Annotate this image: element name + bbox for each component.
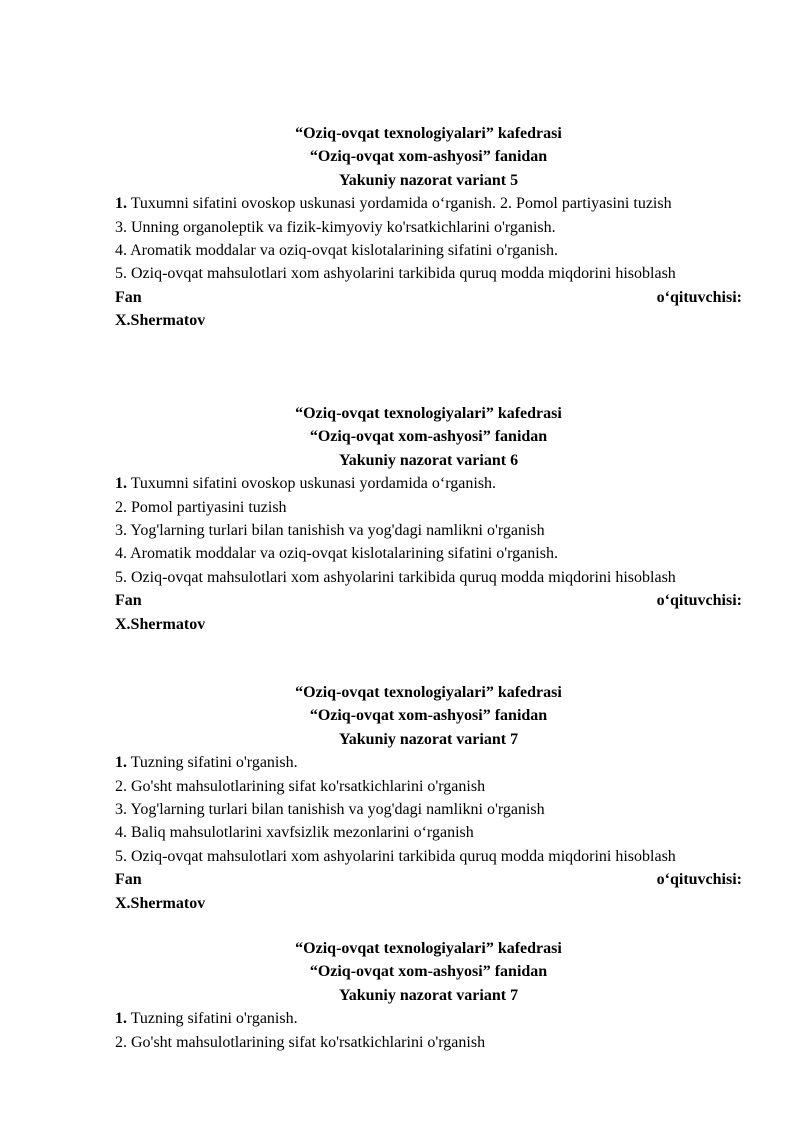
subject-heading: “Oziq-ovqat xom-ashyosi” fanidan bbox=[309, 148, 548, 166]
department-heading: “Oziq-ovqat texnologiyalari” kafedrasi bbox=[295, 684, 562, 701]
question-item: 5. Oziq-ovqat mahsulotlari xom ashyolarini tarkibida quruq modda miqdorini hisoblash bbox=[115, 265, 676, 283]
department-heading: “Oziq-ovqat texnologiyalari” kafedrasi bbox=[295, 405, 562, 422]
question-item: 5. Oziq-ovqat mahsulotlari xom ashyolarini tarkibida quruq modda miqdorini hisoblash bbox=[115, 568, 676, 586]
teacher-label: o‘qituvchisi: bbox=[656, 288, 742, 306]
teacher-label-row bbox=[115, 589, 742, 612]
teacher-name: X.Shermatov bbox=[115, 894, 206, 912]
subject-heading: “Oziq-ovqat xom-ashyosi” fanidan bbox=[309, 707, 548, 725]
teacher-name: X.Shermatov bbox=[115, 312, 206, 330]
subject-heading: “Oziq-ovqat xom-ashyosi” fanidan bbox=[309, 428, 548, 446]
department-heading: “Oziq-ovqat texnologiyalari” kafedrasi bbox=[295, 940, 562, 957]
question-item: 5. Oziq-ovqat mahsulotlari xom ashyolarini tarkibida quruq modda miqdorini hisoblash bbox=[115, 847, 676, 865]
department-heading: “Oziq-ovqat texnologiyalari” kafedrasi bbox=[295, 125, 562, 142]
variant-section bbox=[115, 122, 742, 333]
question-item: 2. Pomol partiyasini tuzish bbox=[115, 498, 287, 516]
question-item: 4. Aromatik moddalar va oziq-ovqat kislotalarining sifatini o'rganish. bbox=[115, 241, 558, 259]
teacher-label-row bbox=[115, 868, 742, 891]
question-item bbox=[115, 472, 742, 495]
question-item: 2. Go'sht mahsulotlarining sifat ko'rsatkichlarini o'rganish bbox=[115, 1033, 486, 1051]
subject-heading: “Oziq-ovqat xom-ashyosi” fanidan bbox=[309, 963, 548, 981]
variant-title: Yakuniy nazorat variant 7 bbox=[338, 730, 519, 748]
fan-label: Fan bbox=[115, 592, 142, 610]
question-item bbox=[115, 192, 742, 215]
question-item bbox=[115, 1007, 742, 1030]
question-item: 3. Unning organoleptik va fizik-kimyoviy ko'rsatkichlarini o'rganish. bbox=[115, 218, 556, 236]
question-text: Tuxumni sifatini ovoskop uskunasi yordamida o‘rganish. 2. Pomol partiyasini tuzish bbox=[127, 195, 672, 213]
variant-title: Yakuniy nazorat variant 6 bbox=[338, 451, 519, 469]
question-number: 1. bbox=[115, 754, 127, 772]
variant-title: Yakuniy nazorat variant 7 bbox=[338, 986, 519, 1004]
fan-label: Fan bbox=[115, 288, 142, 306]
variant-section bbox=[115, 681, 742, 915]
question-item bbox=[115, 751, 742, 774]
variant-section bbox=[115, 402, 742, 636]
question-item: 2. Go'sht mahsulotlarining sifat ko'rsatkichlarini o'rganish bbox=[115, 777, 486, 795]
question-item: 3. Yog'larning turlari bilan tanishish va yog'dagi namlikni o'rganish bbox=[115, 800, 545, 818]
teacher-name: X.Shermatov bbox=[115, 615, 206, 633]
fan-label: Fan bbox=[115, 871, 142, 889]
question-item: 4. Aromatik moddalar va oziq-ovqat kislotalarining sifatini o'rganish. bbox=[115, 545, 558, 563]
question-item: 4. Baliq mahsulotlarini xavfsizlik mezonlarini o‘rganish bbox=[115, 824, 474, 842]
teacher-label: o‘qituvchisi: bbox=[656, 871, 742, 889]
question-number: 1. bbox=[115, 475, 127, 493]
question-item: 3. Yog'larning turlari bilan tanishish va yog'dagi namlikni o'rganish bbox=[115, 521, 545, 539]
variant-section bbox=[115, 937, 742, 1054]
question-text: Tuzning sifatini o'rganish. bbox=[127, 1010, 298, 1028]
teacher-label-row bbox=[115, 286, 742, 309]
variant-title: Yakuniy nazorat variant 5 bbox=[338, 171, 519, 189]
question-number: 1. bbox=[115, 1010, 127, 1028]
teacher-label: o‘qituvchisi: bbox=[656, 592, 742, 610]
question-number: 1. bbox=[115, 195, 127, 213]
question-text: Tuxumni sifatini ovoskop uskunasi yordamida o‘rganish. bbox=[127, 475, 497, 493]
question-text: Tuzning sifatini o'rganish. bbox=[127, 754, 298, 772]
